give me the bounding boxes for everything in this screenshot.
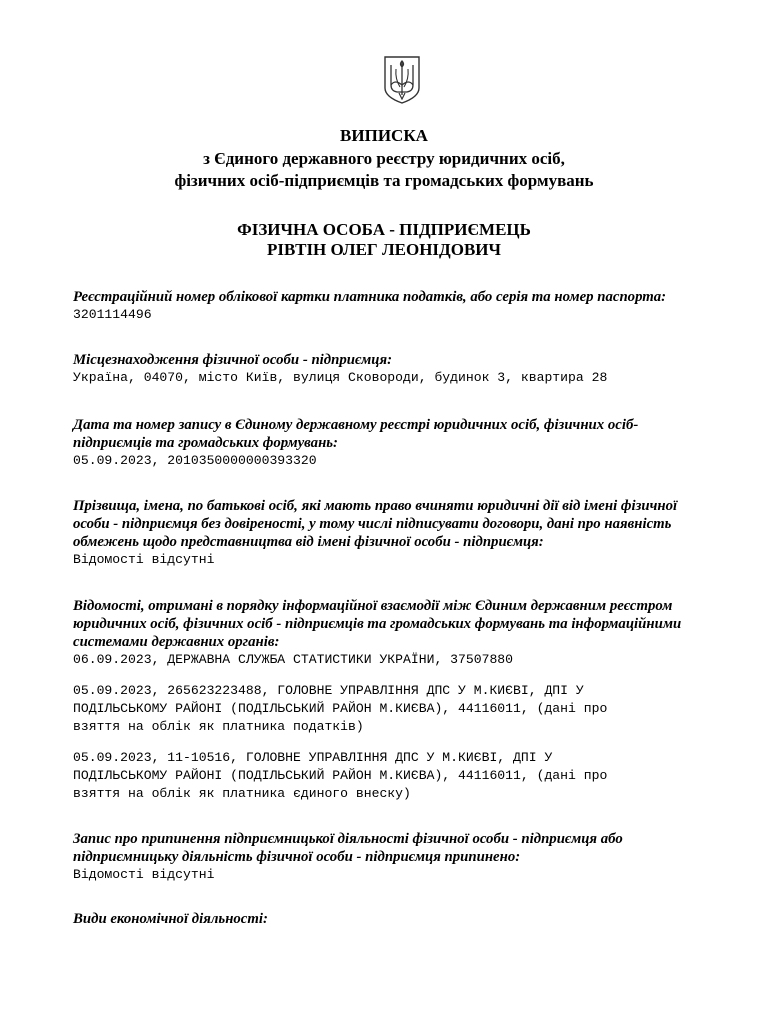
entity-name: РІВТІН ОЛЕГ ЛЕОНІДОВИЧ bbox=[266, 240, 501, 259]
section-label: Відомості, отримані в порядку інформаційної взаємодії між Єдиним державним реєстром bbox=[73, 598, 673, 614]
section-authorized-persons bbox=[73, 497, 713, 569]
section-location bbox=[73, 351, 713, 387]
section-economic-activities bbox=[73, 910, 713, 928]
section-label: Прізвища, імена, по батькові осіб, які мають право вчиняти юридичні дії від імені фізичної bbox=[73, 498, 678, 514]
ukraine-trident-icon bbox=[383, 55, 421, 105]
section-value: 05.09.2023, 2010350000000393320 bbox=[73, 453, 317, 468]
section-label: Місцезнаходження фізичної особи - підприємця: bbox=[73, 352, 393, 368]
section-label: системами державних органів: bbox=[73, 634, 280, 650]
section-value: Відомості відсутні bbox=[73, 867, 215, 882]
section-label: Реєстраційний номер облікової картки платника податків, або серія та номер паспорта: bbox=[73, 289, 667, 305]
section-label: особи - підприємця без довіреності, у тому числі підписувати договори, дані про наявність bbox=[73, 516, 672, 532]
section-label: Запис про припинення підприємницької діяльності фізичної особи - підприємця або bbox=[73, 831, 623, 847]
document-subtitle: з Єдиного державного реєстру юридичних осіб, bbox=[203, 149, 565, 168]
info-exchange-entry: 05.09.2023, 265623223488, ГОЛОВНЕ УПРАВЛІННЯ ДПС У М.КИЄВІ, ДПІ У ПОДІЛЬСЬКОМУ РАЙОНІ (ПОДІЛЬСЬКИЙ РАЙОН М.КИЄВА), 44116011, (дані про взяття на облік як платника податків) bbox=[73, 683, 608, 734]
document-subtitle: фізичних осіб-підприємців та громадських формувань bbox=[174, 171, 594, 190]
section-label: обмежень щодо представництва від імені фізичної особи - підприємця: bbox=[73, 534, 544, 550]
section-label: Дата та номер запису в Єдиному державному реєстрі юридичних осіб, фізичних осіб- bbox=[73, 417, 639, 433]
info-exchange-entry: 06.09.2023, ДЕРЖАВНА СЛУЖБА СТАТИСТИКИ УКРАЇНИ, 37507880 bbox=[73, 652, 514, 667]
section-info-exchange bbox=[73, 597, 713, 803]
section-label: підприємницьку діяльність фізичної особи - підприємця припинено: bbox=[73, 849, 521, 865]
section-registration-record bbox=[73, 416, 713, 470]
section-termination bbox=[73, 830, 713, 884]
section-label: підприємців та громадських формувань: bbox=[73, 435, 338, 451]
document-title: ВИПИСКА bbox=[340, 126, 428, 145]
section-value: Відомості відсутні bbox=[73, 552, 215, 567]
section-value: Україна, 04070, місто Київ, вулиця Сковороди, будинок 3, квартира 28 bbox=[73, 370, 608, 385]
section-label: Види економічної діяльності: bbox=[73, 911, 268, 927]
section-label: юридичних осіб, фізичних осіб - підприємців та громадських формувань та інформаційними bbox=[73, 616, 682, 632]
section-value: 3201114496 bbox=[73, 307, 152, 322]
section-tax-number bbox=[73, 288, 713, 324]
info-exchange-entry: 05.09.2023, 11-10516, ГОЛОВНЕ УПРАВЛІННЯ ДПС У М.КИЄВІ, ДПІ У ПОДІЛЬСЬКОМУ РАЙОНІ (ПОДІЛЬСЬКИЙ РАЙОН М.КИЄВА), 44116011, (дані про взяття на облік як платника єдиного внеску) bbox=[73, 750, 608, 801]
entity-type: ФІЗИЧНА ОСОБА - ПІДПРИЄМЕЦЬ bbox=[237, 220, 531, 239]
